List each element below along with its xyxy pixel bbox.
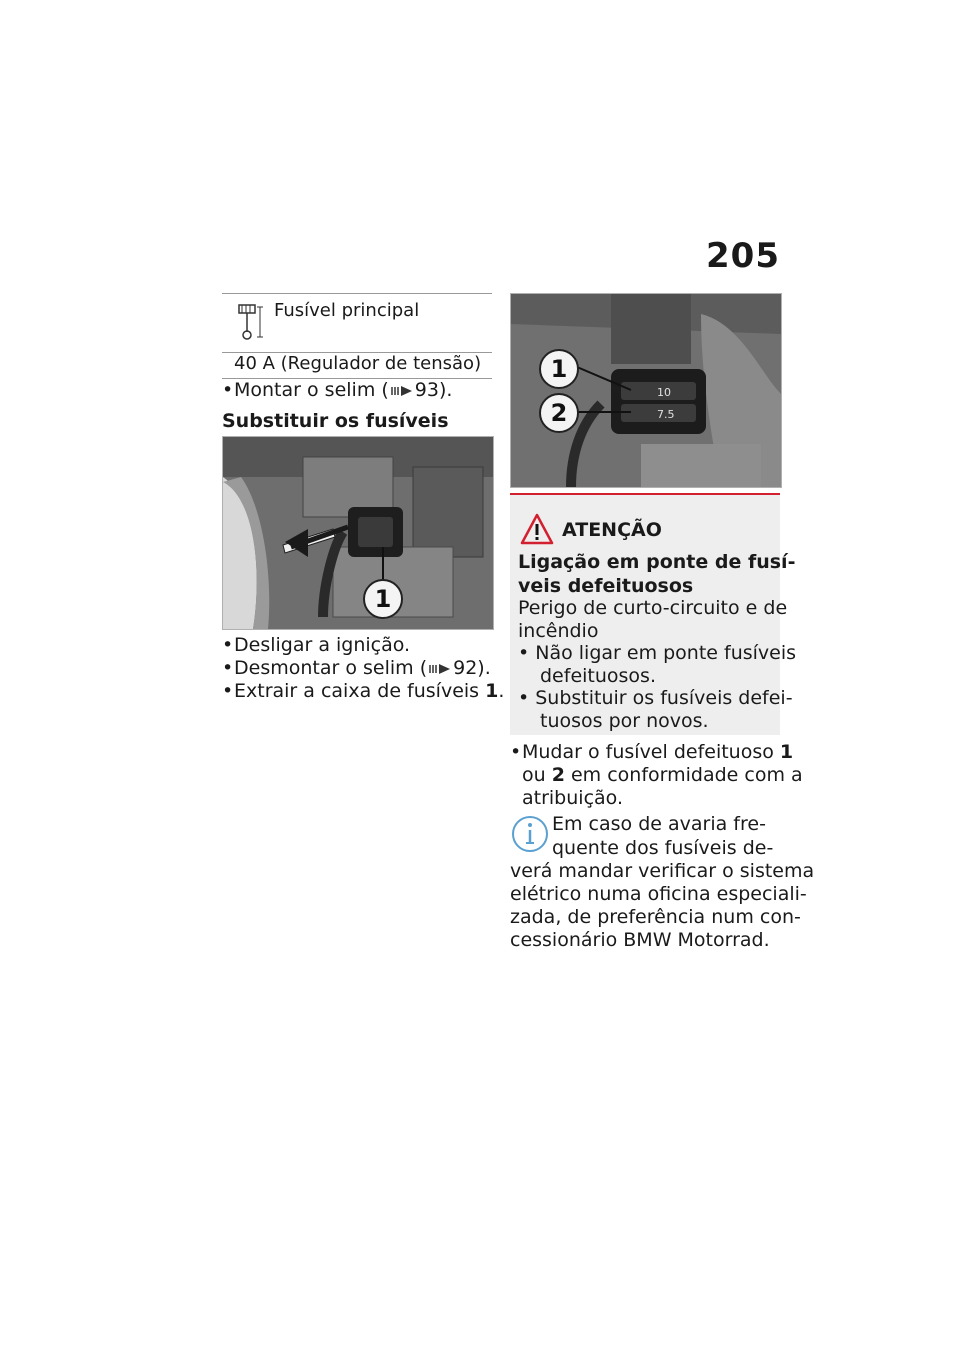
- spec-value: 40 A (Regulador de tensão): [234, 353, 482, 374]
- fuse-box-illustration: [511, 294, 781, 487]
- warning-title-line1: Ligação em ponte de fusí-: [518, 551, 796, 573]
- warning-bullet-2-line1: • Substituir os fusíveis defei-: [518, 687, 793, 709]
- fuse-2-rating: 7.5: [657, 408, 675, 421]
- callout-1: 1: [363, 579, 403, 619]
- warning-body-line2: incêndio: [518, 620, 599, 642]
- step-change-fuse-line3: atribuição.: [522, 787, 623, 809]
- spec-table: [222, 293, 492, 379]
- engine-bay-illustration: [223, 437, 493, 629]
- page-ref-arrow-icon: [429, 663, 451, 675]
- callout-1: 1: [539, 349, 579, 389]
- warning-body-line1: Perigo de curto-circuito e de: [518, 597, 788, 619]
- page-ref-link[interactable]: 92: [453, 657, 478, 679]
- info-line3: verá mandar verificar o sistema: [510, 860, 815, 882]
- step-remove-seat: • Desmontar o selim ( 92).: [222, 656, 491, 681]
- info-line2: quente dos fusíveis de-: [552, 837, 774, 859]
- step-extract-fuse-box: • Extrair a caixa de fusíveis 1.: [222, 679, 504, 704]
- info-icon: [508, 812, 552, 856]
- warning-label: ATENÇÃO: [562, 519, 662, 541]
- step-change-fuse-line2: ou 2 em conformidade com a: [522, 764, 803, 786]
- step-mount-seat: • Montar o selim ( 93).: [222, 378, 452, 403]
- fuse-1-rating: 10: [657, 386, 671, 399]
- warning-box: [510, 493, 797, 735]
- callout-2: 2: [539, 393, 579, 433]
- warning-title-line2: veis defeituosos: [518, 575, 694, 597]
- info-line6: cessionário BMW Motorrad.: [510, 929, 770, 951]
- warning-bullet-1-line1: • Não ligar em ponte fusíveis: [518, 642, 797, 664]
- photo-fuse-box-location: [222, 436, 494, 630]
- warning-triangle-icon: [520, 513, 554, 545]
- fuse-icon: [236, 302, 266, 342]
- page-ref-arrow-icon: [391, 385, 413, 397]
- spec-title: Fusível principal: [274, 300, 420, 321]
- warning-bullet-1-line2: defeituosos.: [540, 665, 656, 687]
- photo-fuse-assignment: [510, 293, 782, 488]
- page-number: 205: [706, 236, 780, 276]
- step-ignition-off: • Desligar a ignição.: [222, 633, 410, 658]
- warning-bullet-2-line2: tuosos por novos.: [540, 710, 709, 732]
- info-line4: elétrico numa oficina especiali-: [510, 883, 807, 905]
- section-heading: Substituir os fusíveis: [222, 410, 449, 432]
- info-line5: zada, de preferência num con-: [510, 906, 801, 928]
- page-ref-link[interactable]: 93: [414, 379, 439, 401]
- step-change-fuse-line1: • Mudar o fusível defeituoso 1: [510, 740, 793, 765]
- info-line1: Em caso de avaria fre-: [552, 813, 766, 835]
